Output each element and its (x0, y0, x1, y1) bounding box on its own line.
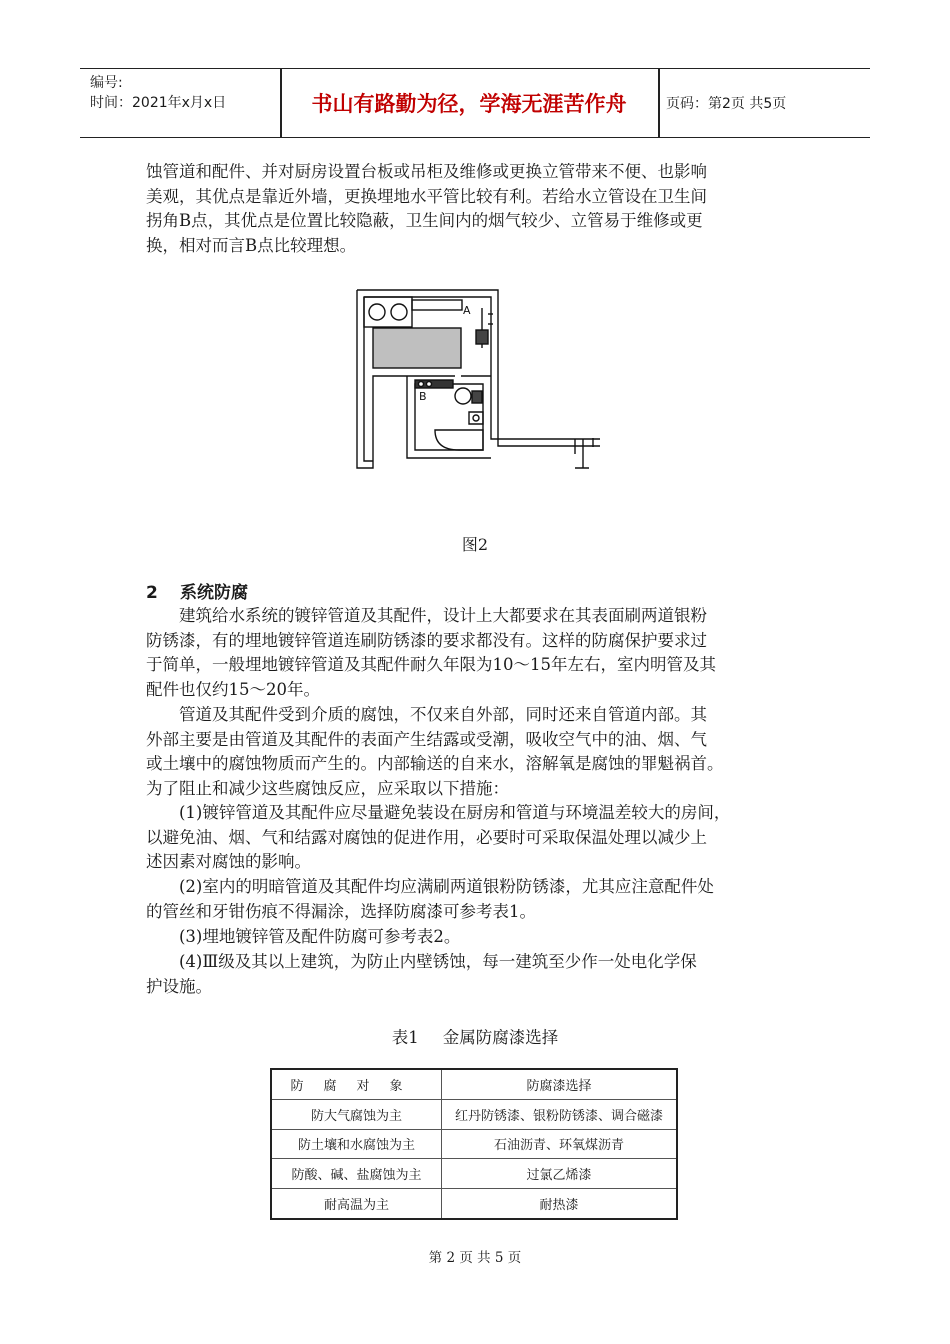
text-line: 防锈漆，有的埋地镀锌管道连刷防锈漆的要求都没有。这样的防腐保护要求过 (146, 630, 707, 650)
table-row (272, 1189, 676, 1218)
table-header-cell: 防腐对象 (272, 1070, 442, 1099)
paint-selection-table (270, 1068, 678, 1220)
text-line: 的管丝和牙钳伤痕不得漏涂，选择防腐漆可参考表1。 (146, 901, 536, 921)
section-title: 系统防腐 (180, 583, 248, 603)
text-line: 管道及其配件受到介质的腐蚀，不仅来自外部，同时还来自管道内部。其 (179, 705, 707, 724)
text-line: (1)镀锌管道及其配件应尽量避免装设在厨房和管道与环境温差较大的房间， (179, 803, 731, 822)
header-meta (90, 73, 226, 113)
page-footer: 第 2 页 共 5 页 (428, 1250, 522, 1266)
kitchen-counter (364, 297, 412, 327)
text-line: (4)Ⅲ级及其以上建筑，为防止内壁锈蚀，每一建筑至少作一处电化学保 (179, 952, 697, 971)
document-time: 时间：2021年x月x日 (90, 95, 227, 111)
table-caption: 金属防腐漆选择 (442, 1028, 559, 1047)
text-line: 拐角B点，其优点是位置比较隐蔽，卫生间内的烟气较少、立管易于维修或更 (146, 211, 703, 230)
table-row (272, 1129, 676, 1159)
intro-paragraph (146, 160, 806, 258)
text-line: (2)室内的明暗管道及其配件均应满刷两道银粉防锈漆，尤其应注意配件处 (179, 877, 714, 896)
bathtub (435, 430, 483, 450)
text-line: 外部主要是由管道及其配件的表面产生结露或受潮，吸收空气中的油、烟、气 (146, 729, 707, 749)
text-line: 配件也仅约15～20年。 (146, 679, 320, 699)
text-line: 以避免油、烟、气和结露对腐蚀的促进作用，必要时可采取保温处理以减少上 (146, 827, 707, 847)
kitchen-cabinet (373, 328, 461, 368)
table-header-cell: 防腐漆选择 (442, 1070, 677, 1099)
riser-a (476, 330, 488, 344)
section-heading (146, 578, 248, 603)
header-page-info: 页码：第2页 共5页 (666, 96, 787, 112)
section-number: 2 (146, 583, 158, 603)
table-cell: 防酸、碱、盐腐蚀为主 (272, 1159, 442, 1189)
table-header-row (272, 1070, 676, 1099)
table-cell: 过氯乙烯漆 (442, 1159, 677, 1189)
table-title (0, 1024, 950, 1048)
table-cell: 防大气腐蚀为主 (272, 1099, 442, 1129)
sink (469, 412, 483, 424)
table-cell: 防土壤和水腐蚀为主 (272, 1129, 442, 1159)
table-label: 表1 (391, 1028, 419, 1047)
table-cell: 耐高温为主 (272, 1189, 442, 1218)
text-line: 于简单，一般埋地镀锌管道及其配件耐久年限为10～15年左右，室内明管及其 (146, 655, 716, 674)
table-row (272, 1099, 676, 1129)
stove-burner-1 (369, 304, 385, 320)
text-line: 蚀管道和配件、并对厨房设置台板或吊柜及维修或更换立管带来不便、也影响 (146, 162, 707, 181)
floor-plan-figure (355, 288, 605, 488)
paragraph-1 (146, 604, 806, 702)
paragraph-2 (146, 703, 806, 801)
floor-plan-drawing (355, 288, 605, 488)
text-line: 换，相对而言B点比较理想。 (146, 235, 357, 255)
table-cell: 石油沥青、环氧煤沥青 (442, 1129, 677, 1159)
figure-caption: 图2 (461, 535, 489, 554)
text-line: 建筑给水系统的镀锌管道及其配件，设计上大都要求在其表面刷两道银粉 (179, 606, 707, 625)
text-line: 护设施。 (146, 976, 212, 996)
text-line: (3)埋地镀锌管及配件防腐可参考表2。 (179, 927, 461, 946)
paragraph-4 (146, 875, 806, 924)
header-divider-right (658, 69, 660, 137)
point-a-label: A (463, 304, 471, 317)
table-row (272, 1159, 676, 1189)
point-b-label: B (419, 390, 427, 403)
paragraph-6 (146, 950, 806, 999)
paragraph-3 (146, 801, 806, 875)
text-line: 为了阻止和减少这些腐蚀反应，应采取以下措施： (146, 778, 509, 798)
text-line: 或土壤中的腐蚀物质而产生的。内部输送的自来水，溶解氧是腐蚀的罪魁祸首。 (146, 754, 724, 773)
table-cell: 红丹防锈漆、银粉防锈漆、调合磁漆 (442, 1099, 677, 1129)
toilet (455, 388, 471, 404)
table-cell: 耐热漆 (442, 1189, 677, 1218)
text-line: 美观，其优点是靠近外墙，更换埋地水平管比较有利。若给水立管设在卫生间 (146, 186, 707, 206)
stove-burner-2 (391, 304, 407, 320)
paragraph-5 (146, 925, 806, 950)
document-number-label: 编号: (90, 75, 123, 91)
page-header (80, 68, 870, 138)
header-motto: 书山有路勤为径，学海无涯苦作舟 (311, 92, 627, 116)
text-line: 述因素对腐蚀的影响。 (146, 852, 311, 871)
